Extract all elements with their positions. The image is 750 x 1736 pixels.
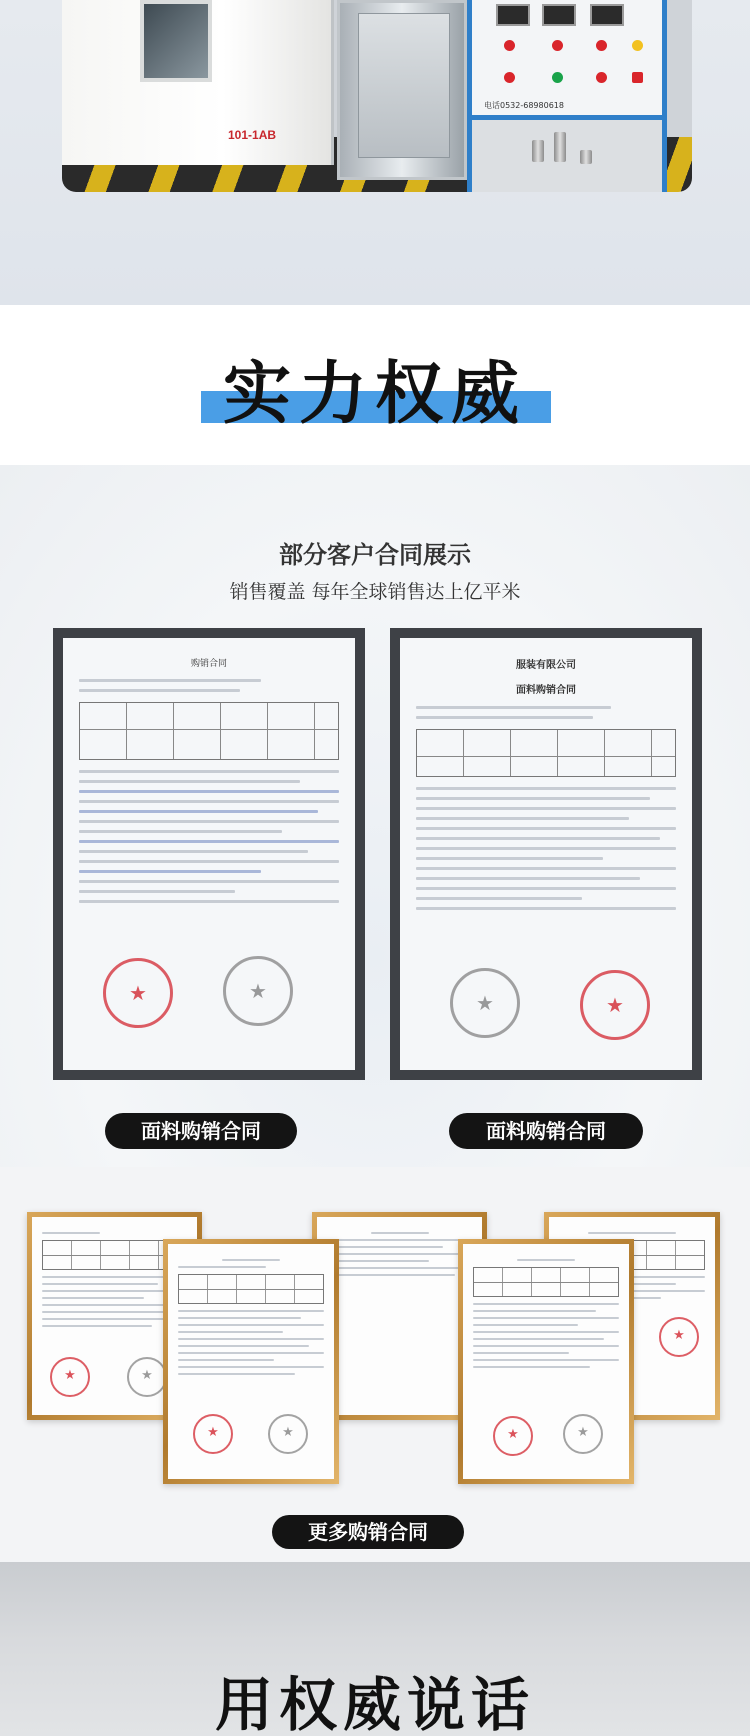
grey-seal-stamp [268,1414,308,1454]
indicator-lamp [552,40,563,51]
more-contracts-section [0,1167,750,1562]
grey-seal-stamp [450,968,520,1038]
red-seal-stamp [193,1414,233,1454]
equipment-photo-section [0,0,750,305]
framed-contract[interactable] [163,1239,339,1484]
authority-speaks-section [0,1562,750,1736]
contract-paper [463,1244,629,1479]
contract-paper [63,638,355,1070]
display-meter [590,4,624,26]
weight [580,150,592,164]
equipment-photo [62,0,692,192]
contracts-heading: 部分客户合同展示 [279,541,471,569]
power-authority-section [0,305,750,465]
indicator-lamp [596,40,607,51]
indicator-lamp [596,72,607,83]
oven-model-label: 101-1AB [228,128,277,142]
contract-title: 面料购销合同 [516,685,576,696]
weight [532,140,544,162]
display-meter [542,4,576,26]
grey-seal-stamp [223,956,293,1026]
indicator-lamp [552,72,563,83]
oven-cabinet [62,0,334,165]
red-seal-stamp [50,1357,90,1397]
chamber-inner [358,13,450,158]
display-meter [496,4,530,26]
weight [554,132,566,162]
contract-table [79,702,339,760]
red-seal-stamp [103,958,173,1028]
control-panel-phone: 电话0532-68980618 [484,101,564,110]
red-seal-stamp [493,1416,533,1456]
grey-seal-stamp [563,1414,603,1454]
more-contracts-button[interactable]: 更多购销合同 [272,1515,464,1549]
contract-document-2[interactable] [390,628,702,1080]
framed-contract[interactable] [458,1239,634,1484]
authority-speaks-title: 用权威说话 [214,1671,535,1736]
power-title: 实力权威 [222,355,527,434]
contracts-section [0,465,750,1167]
control-panel [467,0,667,120]
contracts-slogan: 销售覆盖 每年全球销售达上亿平米 [229,581,521,603]
oven-window [140,0,212,82]
indicator-lamp [504,40,515,51]
contract-company: 服装有限公司 [516,660,576,671]
contract-paper [400,638,692,1070]
indicator-lamp [504,72,515,83]
fabric-contract-button-1[interactable]: 面料购销合同 [105,1113,297,1149]
test-chamber [337,0,467,180]
control-panel-base [467,120,667,192]
fabric-contract-button-2[interactable]: 面料购销合同 [449,1113,643,1149]
contract-paper [168,1244,334,1479]
contract-table [178,1274,324,1304]
grey-seal-stamp [127,1357,167,1397]
contract-document-1[interactable] [53,628,365,1080]
power-switch-icon [632,72,643,83]
indicator-lamp [632,40,643,51]
contract-table [416,729,676,777]
contract-title: 购销合同 [190,659,227,669]
red-seal-stamp [659,1317,699,1357]
contract-table [473,1267,619,1297]
red-seal-stamp [580,970,650,1040]
